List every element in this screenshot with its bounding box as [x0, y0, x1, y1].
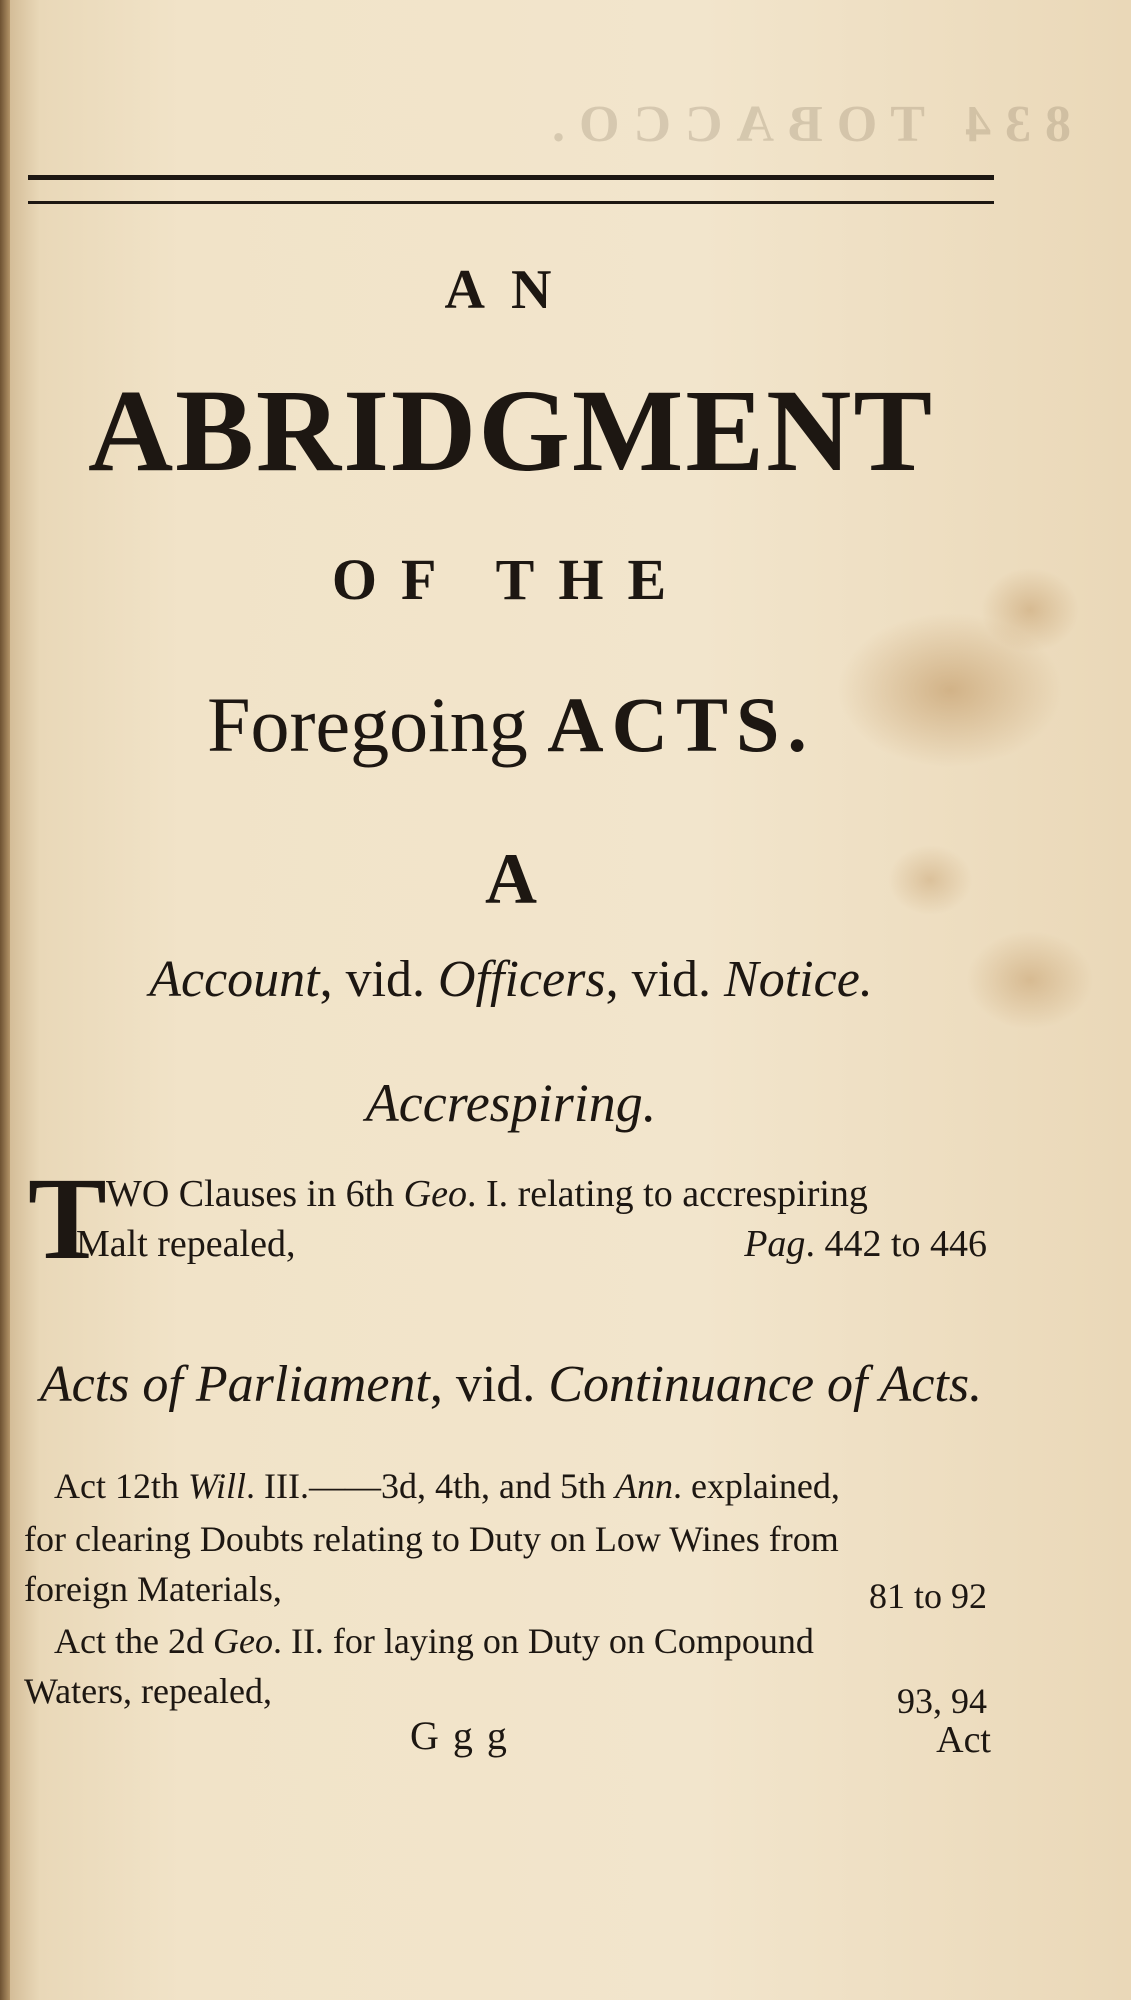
entry-1-a: Act 12th [54, 1466, 188, 1506]
entry-1-b: . III.——3d, 4th, and 5th [246, 1466, 615, 1506]
section-letter: A [485, 839, 537, 919]
title-foregoing-acts [28, 680, 994, 770]
accrespiring-line-2: Malt repealed, [76, 1223, 296, 1265]
signature-mark: Ggg [410, 1713, 521, 1758]
acts-cross-reference [28, 1355, 994, 1414]
page-range: . 442 to 446 [805, 1223, 987, 1265]
accrespiring-heading: Accrespiring. [365, 1073, 657, 1133]
book-spine-edge [0, 0, 10, 2000]
vid-2: , vid. [605, 951, 725, 1008]
entry-1-ann: Ann [614, 1466, 673, 1506]
title-foregoing: Foregoing [207, 681, 528, 768]
entry-2-b: . II. for laying on Duty on Compound [272, 1621, 814, 1661]
bleed-through-header: 834 TOBACCO. [537, 96, 1071, 153]
accrespiring-geo: Geo [403, 1173, 467, 1215]
account-word: Account [149, 951, 320, 1008]
title-acts: ACTS. [547, 681, 815, 768]
catchword: Act [936, 1719, 991, 1761]
vid-1: , vid. [319, 951, 439, 1008]
entry-2-pages: 93, 94 [897, 1681, 987, 1721]
entry-2-a: Act the 2d [54, 1621, 213, 1661]
page-label: Pag [744, 1223, 806, 1265]
title-of-the: OF THE [331, 547, 691, 612]
title-an: AN [444, 259, 578, 321]
drop-cap: T [28, 1153, 107, 1284]
entry-1-line-3: foreign Materials, [24, 1569, 282, 1609]
acts-of-parliament: Acts of Parliament [39, 1356, 430, 1413]
accrespiring-line-1-b: . I. relating to accrespiring [466, 1173, 868, 1215]
top-rule-thin [28, 201, 994, 204]
entry-1-will: Will [187, 1466, 246, 1506]
entry-1-pages: 81 to 92 [868, 1576, 987, 1616]
entry-1-line-2: for clearing Doubts relating to Duty on Low Wines from [24, 1519, 839, 1559]
entry-2-line-2: Waters, repealed, [24, 1671, 272, 1711]
notice-word: Notice. [724, 951, 873, 1008]
entry-1-c: . explained, [672, 1466, 840, 1506]
title-abridgment: ABRIDGMENT [87, 365, 935, 496]
entry-2-line-1 [54, 1620, 814, 1662]
accrespiring-page-ref [744, 1222, 987, 1266]
top-rule-thick [28, 175, 994, 180]
vid-3: , vid. [429, 1356, 549, 1413]
accrespiring-line-1 [106, 1172, 868, 1216]
officers-word: Officers [438, 951, 606, 1008]
accrespiring-line-1-a: WO Clauses in 6th [106, 1173, 404, 1215]
continuance-of-acts: Continuance of Acts. [548, 1356, 983, 1413]
entry-2-geo: Geo [212, 1621, 273, 1661]
entry-1-line-1 [54, 1465, 840, 1507]
account-cross-reference [28, 950, 994, 1009]
